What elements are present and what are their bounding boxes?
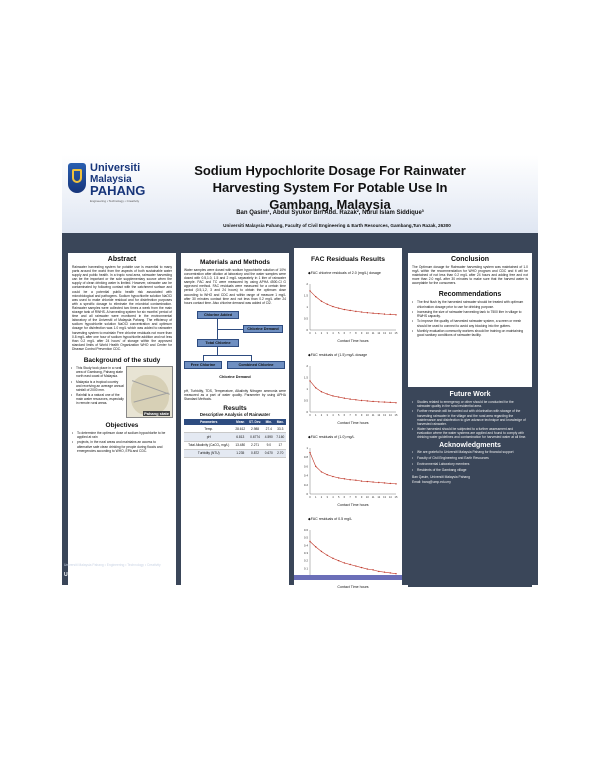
x-tick-label: 8 (355, 332, 357, 335)
x-tick-label: 13 (383, 414, 386, 417)
results-heading: Results (223, 405, 247, 413)
data-point (321, 301, 322, 302)
data-point (332, 395, 333, 396)
results-subheading: Descriptive Analysis of Rainwater (199, 412, 271, 418)
list-item: • projects, in the rural areas and maintains an access to alternative safe clean drinking for people during floods and emergencies according to WHO, EPA and CDC. (72, 440, 172, 452)
recommendations-list (408, 298, 532, 337)
data-point (315, 387, 316, 388)
table-cell: 7.160 (275, 433, 286, 441)
data-point (309, 380, 310, 381)
x-tick-label: 8 (355, 496, 357, 499)
list-item: • This Study took place in a rural area of Gambang, Pahang state north east coast of Malaysia. (71, 366, 124, 378)
data-point (367, 568, 368, 569)
x-tick-label: 11 (371, 496, 375, 499)
x-tick-label: 1 (315, 496, 317, 499)
x-tick-label: 13 (383, 332, 386, 335)
logo-line-3: PAHANG (90, 183, 146, 198)
list-item: • Environmental Laboratory members (412, 462, 528, 466)
table-row (184, 441, 286, 449)
data-point (378, 482, 379, 483)
data-point (327, 304, 328, 305)
chlorine-demand-diagram (183, 307, 287, 389)
x-tick-label: 15 (394, 496, 398, 499)
data-point (361, 480, 362, 481)
table-header: ST. Dev. (247, 419, 263, 425)
fac-chart-2 (296, 347, 400, 427)
x-tick-label: 6 (343, 496, 346, 499)
methods-text: Water samples were dosed with sodium hypochlorite solution of 10% concentration after dilution at laboratory and the water samples were dosed with 0.5,1.0, 1.5 and 2 mg/L separately in 1 liter of rainwater sample. FAC and TC were measured by using APHA 4500-Cl G approved method. FAC residuals were measured for a certain time period (0.5,1,2, 3 and 24 hours) to obtain the optimum dose according to WHO and CDC and within range of measure 1 mg/L after 30 minutes contact time and not less than 0.2 mg/L after 24 hours contact time. Also chlorine demand was added of Cl2. (184, 268, 286, 305)
list-item: • We are grateful to Universiti Malaysia Pahang for financial support (412, 450, 528, 454)
poster-affiliation: Universiti Malaysia Pahang, Faculty of Civil Engineering & Earth Resources, Gambang,Tun Razak, 26300 (223, 223, 451, 228)
column-fac-results (294, 248, 402, 594)
list-item: • Residents of the Gambang village (412, 468, 528, 472)
table-header: Min. (263, 419, 274, 425)
fac-heading: FAC Residuals Results (310, 256, 386, 263)
data-point (349, 310, 350, 311)
flow-combined-chlorine: Combined Chlorine (227, 361, 285, 369)
poster (62, 155, 538, 589)
x-tick-label: 4 (332, 414, 334, 417)
data-point (321, 551, 322, 552)
data-point (384, 571, 385, 572)
flow-free-chlorine: Free Chlorine (184, 361, 222, 369)
y-tick-label: 0.1 (303, 566, 308, 571)
x-axis-label: Contact Time hours (337, 585, 369, 589)
y-tick-label: 1 (306, 446, 308, 450)
column-future-work (408, 387, 532, 587)
table-cell: 17 (275, 441, 286, 449)
data-point (355, 311, 356, 312)
data-point (344, 309, 345, 310)
data-point (344, 562, 345, 563)
x-tick-label: 3 (326, 496, 328, 499)
data-point (338, 560, 339, 561)
x-tick-label: 10 (365, 332, 369, 335)
params-note: pH, Turbidity, TDS, Temperature, Alkalinity Nitrogen ammonia were measured as a part of water quality. Parameter by using APHA Standard Methods. (184, 388, 286, 402)
abstract-heading: Abstract (107, 256, 137, 263)
x-tick-label: 14 (388, 414, 392, 417)
x-tick-label: 6 (343, 414, 346, 417)
x-tick-label: 12 (377, 414, 381, 417)
x-tick-label: 9 (360, 414, 363, 417)
data-point (327, 393, 328, 394)
logo-tagline: Engineering • Technology • Creativity (90, 199, 140, 203)
y-tick-label: 0.5 (303, 316, 308, 321)
x-tick-label: 0 (309, 496, 311, 499)
x-tick-label: 10 (365, 496, 369, 499)
table-cell: 2.70 (275, 449, 286, 457)
data-point (378, 401, 379, 402)
table-cell: 1.235 (234, 449, 247, 457)
data-point (338, 396, 339, 397)
x-tick-label: 5 (337, 332, 340, 335)
x-tick-label: 0 (309, 414, 311, 417)
data-point (390, 314, 391, 315)
data-point (384, 401, 385, 402)
table-cell: 0.872 (247, 449, 263, 457)
table-row (184, 433, 286, 441)
data-point (338, 307, 339, 308)
poster-header (62, 155, 538, 233)
data-point (321, 391, 322, 392)
background-heading: Background of the study (83, 356, 161, 364)
data-point (344, 398, 345, 399)
x-tick-label: 9 (360, 496, 363, 499)
data-point (327, 474, 328, 475)
x-tick-label: 4 (332, 332, 334, 335)
table-cell: 27.4 (263, 425, 274, 433)
map-label: Pahang state (144, 410, 169, 416)
objectives-list (68, 429, 176, 453)
data-point (395, 314, 396, 315)
shield-icon (68, 163, 86, 193)
x-tick-label: 2 (320, 414, 323, 417)
poster-authors: Ban Qasim¹, Abdul Syukor Bin Abd. Razak², Nurul Islam Siddique³ (236, 210, 424, 216)
table-header: Mean (234, 419, 247, 425)
x-tick-label: 0 (309, 332, 311, 335)
data-point (315, 546, 316, 547)
data-point (332, 476, 333, 477)
data-point (355, 565, 356, 566)
table-cell: 4.590 (263, 433, 274, 441)
data-point (309, 290, 310, 291)
table-cell: 2.988 (247, 425, 263, 433)
acknowledgments-list (408, 449, 532, 472)
x-tick-label: 7 (349, 496, 351, 499)
y-tick-label: 1 (306, 305, 308, 309)
x-tick-label: 11 (371, 332, 375, 335)
data-point (390, 402, 391, 403)
footer-strip (294, 575, 402, 580)
list-item: • Water harvested should be subjected to a further assessment and evaluation where the water systems are applied and found to comply with drinking water guidelines and contamination for harvested water at all time. (412, 427, 528, 439)
x-tick-label: 3 (326, 414, 328, 417)
fac-chart-3 (296, 429, 400, 509)
y-tick-label: 0.4 (303, 543, 308, 548)
x-tick-label: 7 (349, 332, 351, 335)
y-tick-label: 0.5 (303, 398, 308, 403)
table-cell: 0.6774 (247, 433, 263, 441)
flow-total-chlorine: Total Chlorine (197, 339, 239, 347)
logo-line-1: Universiti (90, 162, 141, 174)
x-tick-label: 12 (377, 496, 381, 499)
university-logo (68, 161, 178, 201)
x-tick-label: 10 (365, 414, 369, 417)
table-cell: 33.3 (275, 425, 286, 433)
column-methods (181, 253, 289, 595)
data-point (349, 398, 350, 399)
y-tick-label: 0.3 (303, 551, 308, 555)
data-point (390, 572, 391, 573)
y-tick-label: 0 (306, 492, 308, 496)
y-tick-label: 1 (306, 387, 308, 391)
table-header: Parameters (184, 419, 234, 425)
contact-name: Ban Qasim, Universiti Malaysia Pahang (412, 475, 470, 480)
table-cell: Temp. (184, 425, 234, 433)
table-cell: pH (184, 433, 234, 441)
x-tick-label: 15 (394, 414, 398, 417)
list-item: • Malaysia is a tropical country and receiving an average annual rainfall of 2000 mm. (71, 380, 124, 392)
x-axis-label: Contact Time hours (337, 503, 369, 507)
table-row (184, 449, 286, 457)
data-point (344, 478, 345, 479)
poster-title: Sodium Hypochlorite Dosage For Rainwater Harvesting System For Potable Use In Gambang, Malaysia (194, 163, 466, 212)
data-point (332, 306, 333, 307)
data-point (367, 312, 368, 313)
list-item: • Faculty of Civil Engineering and Earth Resources (412, 456, 528, 460)
footer-bar: Universiti Malaysia Pahang • Engineering • Technology • Creativity (64, 563, 161, 567)
table-cell: 28.612 (234, 425, 247, 433)
list-item: • The first flush by the harvested rainwater should be treated with optimum chlorination dosage prior to use for drinking purpose. (412, 300, 528, 308)
data-point (384, 482, 385, 483)
y-tick-label: 1.5 (303, 375, 308, 380)
data-point (372, 313, 373, 314)
conclusion-text: The Optimum dosage for Rainwater harvesting system was maintained of 1.0 mg/L within the recommendation for WHO program and CDC and it will be maintained of not less than 0.2 mg/L after 24 hours and adding free and not more than 2.0 mg/L after 30 minutes to make sure that the harvest water is acceptable for the consumers. (412, 265, 528, 286)
data-point (361, 567, 362, 568)
data-point (309, 452, 310, 453)
abstract-text: Rainwater harvesting system for potable use is essential to many parts around the world from the aspects of both sustainable water supply and public health. In a tropic rural area, rainwater harvesting can be the important or the sole supplementary source when the supply of clean drinking water is limited. However, rainwater can be contaminated by following contact with the catchment surface and could be a potential public health risk associated with microbiological and pathogens. Sodium hypochlorite solution NaOCl was used to make chloride residual and for disinfection purposes with a specific dosage to eliminate the microbial contamination. Rainwater samples were collected two times a week from the main storage tank of RWHS. A harvesting system for six months' period of time and all rainwater were monitored in the environmental laboratory of the Universiti of Malaysia Pahang. The efficiency of sodium hypochlorite solution NaOCl concentration and optimum dosage for disinfection was 1.0 mg/L which was added to rainwater harvesting system to maintain Free chlorine residuals not more than 0.8 mg/L after one hour of sodium hypochlorite addition and not less than 0.2 mg/L after 24 hours' of storage within the approved standard limits of World Health Organization WHO and Center for Disease Control Prevention CDC. (72, 265, 172, 351)
table-cell: 6.813 (234, 433, 247, 441)
x-tick-label: 6 (343, 332, 346, 335)
acknowledgments-heading: Acknowledgments (439, 442, 501, 450)
list-item: • To determine the optimum dose of sodium hypochlorite to be applied at rain (72, 431, 172, 439)
flow-chlorine-demand: Chlorine Demand (243, 325, 283, 333)
data-point (395, 402, 396, 403)
y-tick-label: 2 (306, 364, 308, 368)
data-point (372, 569, 373, 570)
table-cell: Total Alkalinity (CaCO₃ mg/L) (184, 441, 234, 449)
fac-charts (294, 265, 402, 591)
list-item: • Rainfall is a natural one of the main water resources, especially in remote rural areas. (71, 393, 124, 405)
x-axis-label: Contact Time hours (337, 421, 369, 425)
future-work-heading: Future Work (449, 391, 491, 398)
y-tick-label: 0.6 (303, 528, 308, 532)
x-tick-label: 8 (355, 414, 357, 417)
footer-logo: UMP (64, 572, 76, 578)
table-cell: 9.0 (263, 441, 274, 449)
objectives-heading: Objectives (105, 421, 139, 429)
chart-legend: ◆FAC residuals of (1.5) mg/L dosage (308, 353, 368, 357)
list-item: • Studies related to emergency or other should be conducted for the rainwater quality in the rural residential area. (412, 400, 528, 408)
y-tick-label: 0 (306, 328, 308, 332)
y-tick-label: 2 (306, 282, 308, 286)
data-point (372, 401, 373, 402)
y-tick-label: 0 (306, 410, 308, 414)
column-abstract (68, 253, 176, 598)
background-list (71, 366, 124, 418)
y-tick-label: 0.8 (303, 455, 308, 460)
y-tick-label: 0.5 (303, 535, 308, 540)
data-point (349, 564, 350, 565)
data-point (309, 541, 310, 542)
list-item: • Further research will be carried out with chlorination with storage of the harvesting rainwater in the village and the rural area regarding the maintenance and disinfection to give advance technique and knowledge of harvested rainwater. (412, 409, 528, 425)
table-cell: 0.670 (263, 449, 274, 457)
x-tick-label: 12 (377, 332, 381, 335)
data-point (378, 571, 379, 572)
contact-email: Email: banq@ump.edu.my (412, 479, 451, 484)
x-tick-label: 7 (349, 414, 351, 417)
y-tick-label: 0.4 (303, 473, 308, 478)
data-point (372, 481, 373, 482)
x-tick-label: 3 (326, 332, 328, 335)
data-point (361, 311, 362, 312)
table-cell: Turbidity (NTU) (184, 449, 234, 457)
x-tick-label: 15 (394, 332, 398, 335)
x-tick-label: 1 (315, 332, 317, 335)
chart-legend: ◆FAC chlorine residuals of 2.0 (mg/L) dosage (308, 271, 381, 275)
x-tick-label: 1 (315, 414, 317, 417)
data-point (390, 483, 391, 484)
chart-legend: ◆FAC residuals of 0.5 mg/L (308, 517, 353, 521)
data-point (315, 296, 316, 297)
table-cell: 2.271 (247, 441, 263, 449)
data-point (327, 555, 328, 556)
table-cell: 13.480 (234, 441, 247, 449)
data-point (355, 480, 356, 481)
y-tick-label: 1.5 (303, 293, 308, 298)
study-area-map (126, 366, 173, 418)
list-item: • Monthly evaluation community workers should be training on maintaining good sanitary conditions of rainwater facility. (412, 329, 528, 337)
data-point (349, 479, 350, 480)
data-point (384, 313, 385, 314)
x-tick-label: 5 (337, 496, 340, 499)
future-work-list (408, 398, 532, 439)
data-point (395, 483, 396, 484)
x-tick-label: 5 (337, 414, 340, 417)
list-item: • To improve the quality of harvested rainwater system, a screen or mesh should be used to connect to avoid any blocking into the gutters. (412, 319, 528, 327)
data-point (367, 481, 368, 482)
x-tick-label: 11 (371, 414, 375, 417)
conclusion-heading: Conclusion (450, 256, 490, 263)
x-tick-label: 4 (332, 496, 334, 499)
x-tick-label: 14 (388, 496, 392, 499)
chart-legend: ◆FAC residuals of (1.0) mg/L (308, 435, 355, 439)
table-row (184, 425, 286, 433)
data-point (332, 558, 333, 559)
descriptive-table (184, 419, 286, 458)
logo-line-2: Malaysia (90, 174, 132, 185)
table-header: Max. (275, 419, 286, 425)
y-tick-label: 0.2 (303, 482, 308, 487)
x-tick-label: 13 (383, 496, 386, 499)
data-point (321, 471, 322, 472)
x-axis-label: Contact Time hours (337, 339, 369, 343)
diagram-caption: Chlorine Demand (219, 374, 251, 379)
fac-chart-1 (296, 265, 400, 345)
methods-heading: Materials and Methods (199, 259, 271, 266)
x-tick-label: 2 (320, 332, 323, 335)
y-tick-label: 0.2 (303, 558, 308, 563)
data-point (355, 399, 356, 400)
data-point (361, 400, 362, 401)
data-point (378, 313, 379, 314)
data-point (367, 400, 368, 401)
data-point (338, 477, 339, 478)
list-item: • Increasing the size of rainwater harvesting tank to 7500 liter in village to RWHS capacity. (412, 310, 528, 318)
recommendations-heading: Recommendations (438, 291, 502, 299)
flow-chlorine-added: Chlorine Added (197, 311, 239, 319)
x-tick-label: 14 (388, 332, 392, 335)
data-point (315, 466, 316, 467)
x-tick-label: 2 (320, 496, 323, 499)
x-tick-label: 9 (360, 332, 363, 335)
y-tick-label: 0.6 (303, 464, 308, 469)
